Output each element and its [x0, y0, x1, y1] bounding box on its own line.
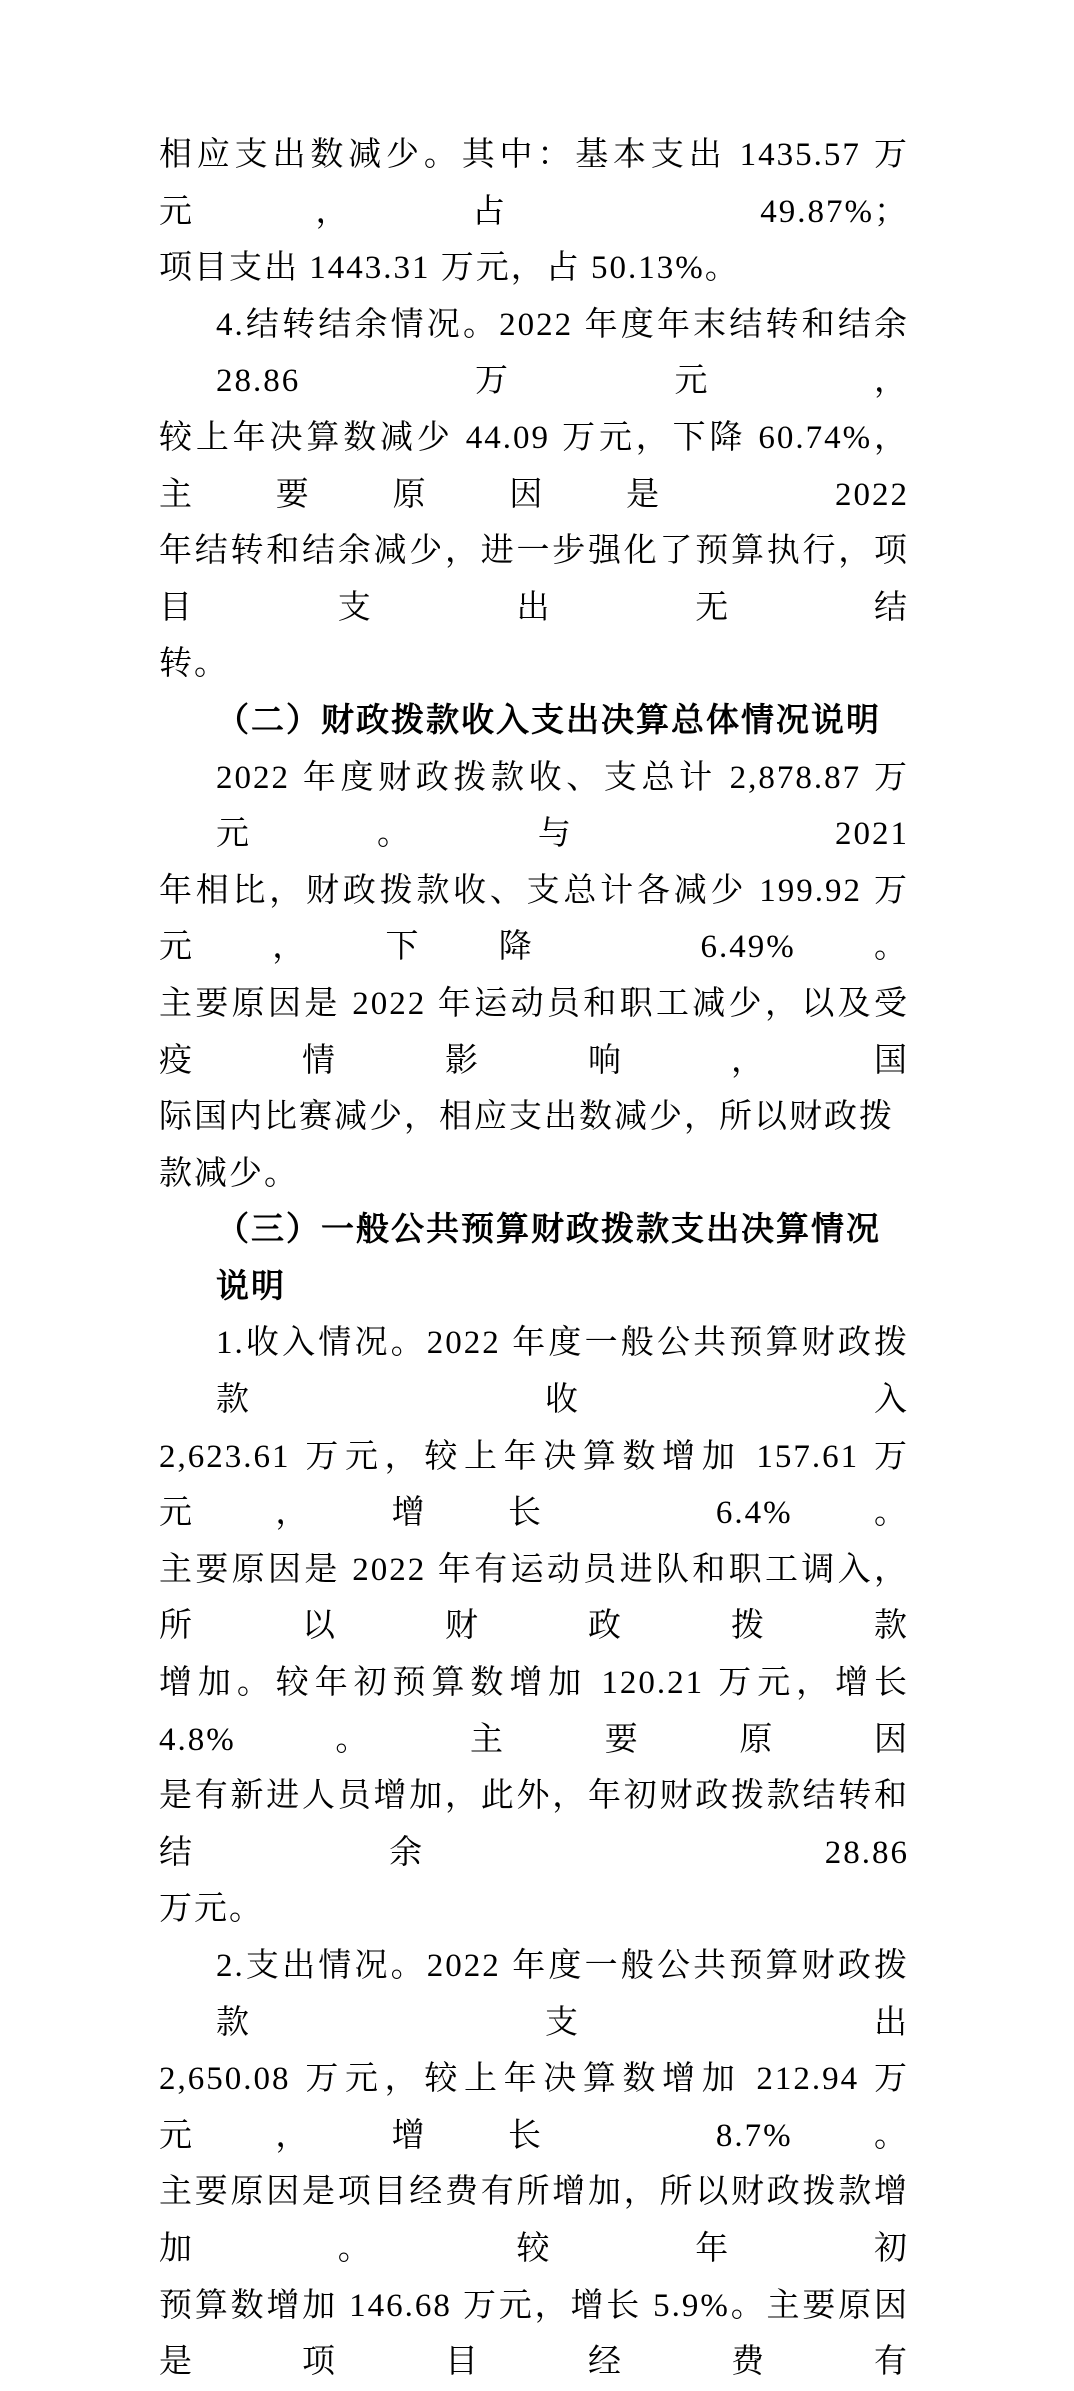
para-fiscal-appropriation-total [159, 750, 909, 1203]
text-line: 主要原因是 2022 年运动员和职工减少，以及受疫情影响，国 [159, 985, 909, 1079]
text-line: 转。 [159, 646, 229, 683]
text-line: 增加。较年初预算数增加 120.21 万元，增长 4.8%。主要原因 [159, 1665, 909, 1758]
text-line: 项目支出 1443.31 万元，占 50.13%。 [159, 250, 740, 287]
text-line: 2.支出情况。2022 年度一般公共预算财政拨款支出 [216, 1948, 909, 2041]
text-line: 2,650.08 万元，较上年决算数增加 212.94 万元，增长 8.7%。 [159, 2061, 909, 2154]
text-line: 较上年决算数减少 44.09 万元，下降 60.74%，主要原因是 2022 [159, 419, 909, 513]
text-line: 预算数增加 146.68 万元，增长 5.9%。主要原因是项目经费有 [159, 2287, 909, 2381]
text-line: 相应支出数减少。其中：基本支出 1435.57 万元，占 49.87%； [159, 137, 909, 230]
text-line: 主要原因是 2022 年有运动员进队和职工调入，所以财政拨款 [159, 1551, 909, 1645]
text-line: 1.收入情况。2022 年度一般公共预算财政拨款收入 [216, 1325, 909, 1419]
heading-section-two [159, 693, 909, 750]
text-line: 主要原因是项目经费有所增加，所以财政拨款增加。较年初 [159, 2174, 909, 2267]
text-line: 年相比，财政拨款收、支总计各减少 199.92 万元，下降 6.49%。 [159, 872, 909, 966]
text-line: 4.结转结余情况。2022 年度年末结转和结余 28.86 万元， [216, 306, 909, 400]
text-line: 万元。 [159, 1891, 264, 1928]
para-income-situation [159, 1315, 909, 1938]
para-carryover-balance [159, 297, 909, 693]
document-content [159, 127, 909, 2391]
heading-section-three [159, 1202, 909, 1315]
text-line: 年结转和结余减少，进一步强化了预算执行，项目支出无结 [159, 533, 909, 626]
text-line: 际国内比赛减少，相应支出数减少，所以财政拨款减少。 [159, 1099, 894, 1192]
section-heading: （三）一般公共预算财政拨款支出决算情况说明 [216, 1212, 881, 1305]
para-expenditure-structure [159, 127, 909, 297]
para-expenditure-situation [159, 1938, 909, 2391]
text-line: 2,623.61 万元，较上年决算数增加 157.61 万元，增长 6.4%。 [159, 1438, 909, 1532]
text-line: 2022 年度财政拨款收、支总计 2,878.87 万元。与 2021 [216, 759, 909, 853]
section-heading: （二）财政拨款收入支出决算总体情况说明 [216, 702, 881, 739]
text-line: 是有新进人员增加，此外，年初财政拨款结转和结余 28.86 [159, 1778, 909, 1871]
